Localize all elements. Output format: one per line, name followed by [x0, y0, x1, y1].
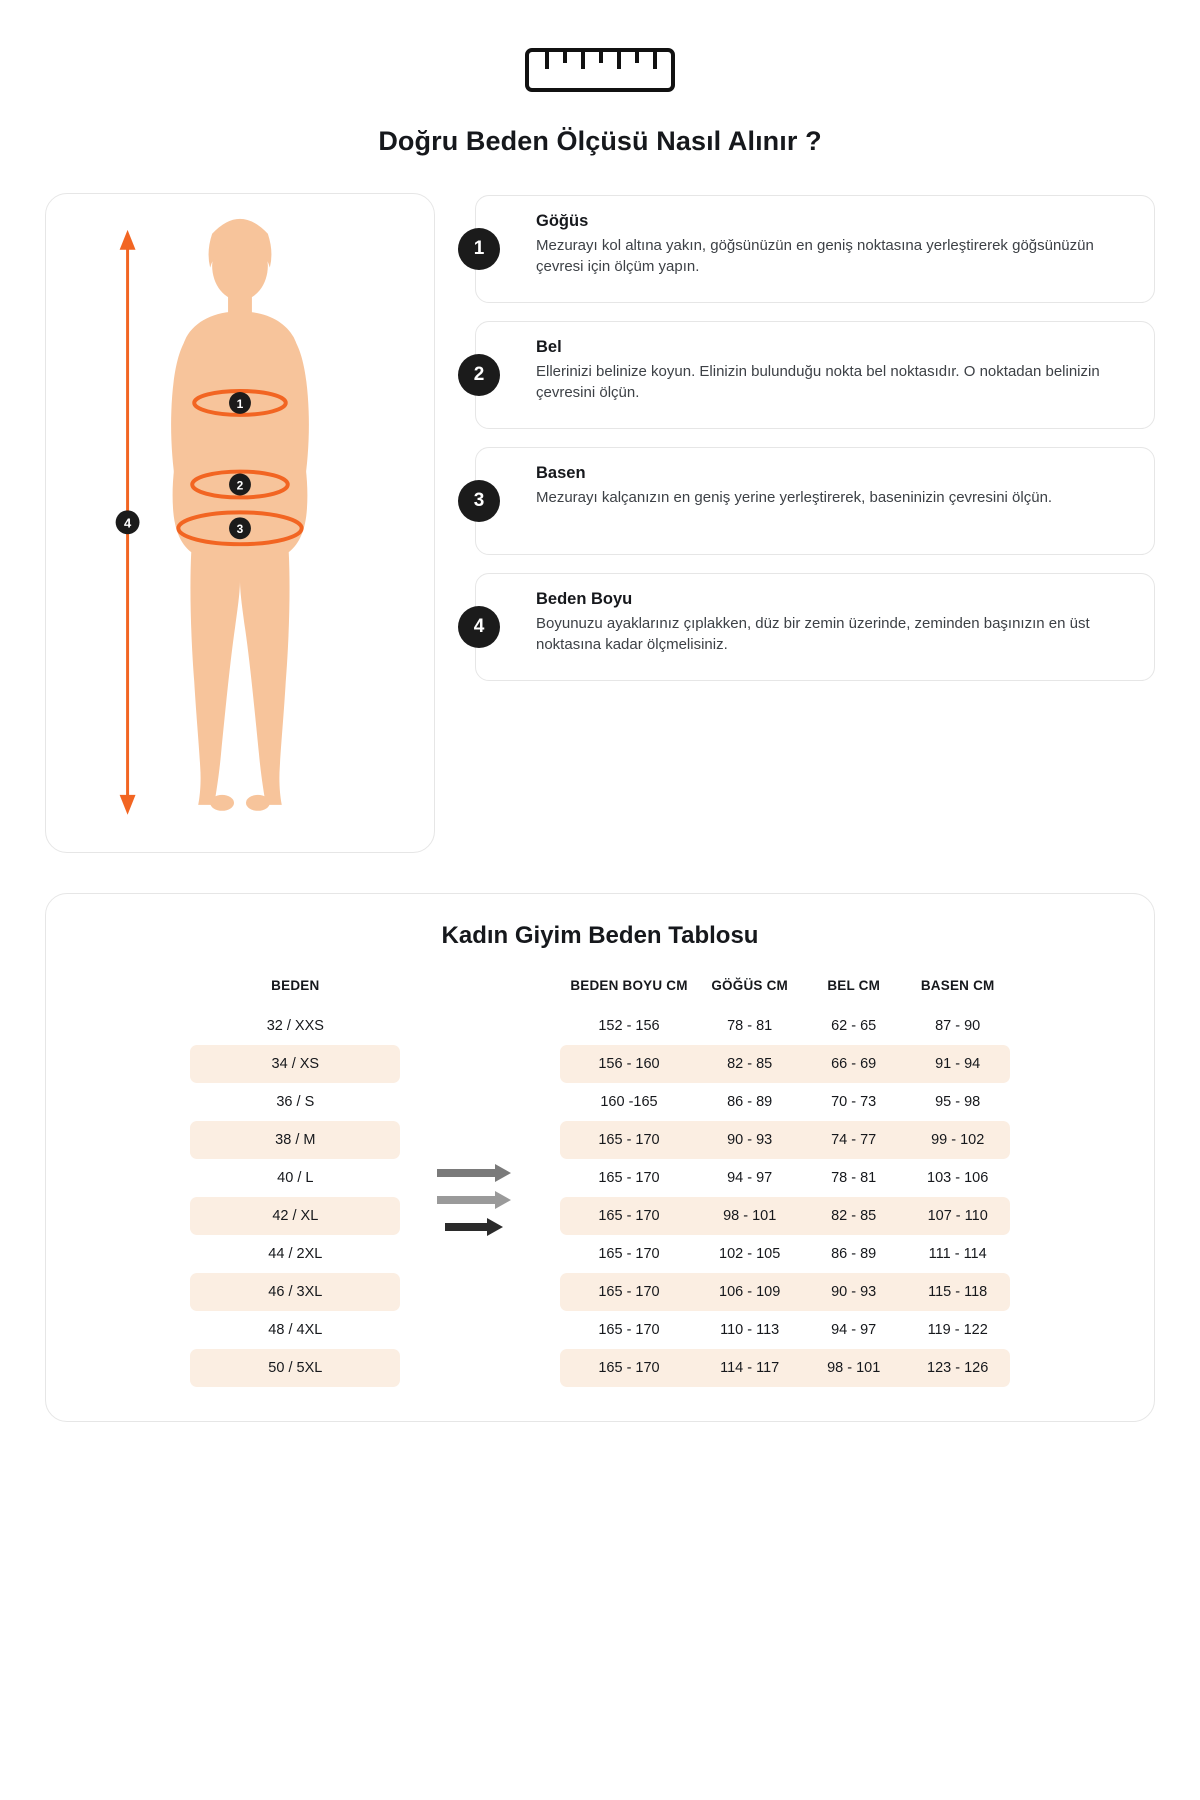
size-cell: 40 / L	[277, 1170, 314, 1186]
table-row	[190, 1083, 400, 1121]
cell-waist: 78 - 81	[831, 1170, 877, 1186]
size-cell: 46 / 3XL	[190, 1273, 400, 1311]
ruler-icon	[525, 48, 675, 92]
column-header-beden: BEDEN	[271, 978, 320, 993]
table-row	[190, 1273, 400, 1311]
size-tables	[76, 972, 1124, 1387]
column-header-beden-boyu: BEDEN BOYU CM	[570, 978, 688, 993]
steps-list	[475, 193, 1155, 853]
cell-height: 160 -165	[600, 1094, 658, 1110]
column-header-bel: BEL CM	[827, 978, 881, 993]
measurements-body	[560, 1007, 1009, 1387]
cell-hip: 119 - 122	[927, 1322, 988, 1338]
size-label-body	[190, 1007, 400, 1387]
table-row	[190, 1159, 400, 1197]
cell-waist: 66 - 69	[802, 1045, 906, 1083]
cell-hip: 103 - 106	[927, 1170, 989, 1186]
cell-height: 165 - 170	[598, 1246, 660, 1262]
step-title: Bel	[536, 338, 562, 356]
step-text: Mezurayı kol altına yakın, göğsünüzün en geniş noktasına yerleştirerek göğsünüzün çevresi için ölçüm yapın.	[536, 237, 1094, 276]
marker-2-label: 2	[236, 478, 244, 493]
step-text: Boyunuzu ayaklarınız çıplakken, düz bir zemin üzerinde, zeminden başınızın en üst noktasına kadar ölçmelisiniz.	[536, 615, 1090, 654]
table-row	[190, 1007, 400, 1045]
measurements-table	[560, 972, 1009, 1387]
cell-waist: 86 - 89	[831, 1246, 877, 1262]
step-title: Göğüs	[536, 212, 589, 230]
body-figure-card	[45, 193, 435, 853]
cell-height: 165 - 170	[560, 1273, 697, 1311]
cell-hip: 87 - 90	[935, 1018, 981, 1034]
cell-hip: 115 - 118	[906, 1273, 1010, 1311]
table-row	[190, 1197, 400, 1235]
step-badge: 3	[458, 480, 500, 522]
size-cell: 36 / S	[276, 1094, 315, 1110]
step-item-waist	[475, 321, 1155, 429]
step-title: Basen	[536, 464, 586, 482]
cell-hip: 91 - 94	[906, 1045, 1010, 1083]
table-row	[560, 1083, 1009, 1121]
marker-3-label: 3	[236, 522, 244, 537]
cell-bust: 98 - 101	[698, 1197, 802, 1235]
cell-waist: 90 - 93	[802, 1273, 906, 1311]
cell-bust: 94 - 97	[727, 1170, 773, 1186]
table-row	[560, 1197, 1009, 1235]
size-cell: 34 / XS	[190, 1045, 400, 1083]
step-text: Ellerinizi belinize koyun. Elinizin bulunduğu nokta bel noktasıdır. O noktadan belinizin çevresini ölçün.	[536, 363, 1100, 402]
step-item-hip	[475, 447, 1155, 555]
cell-hip: 99 - 102	[906, 1121, 1010, 1159]
size-label-table	[190, 972, 400, 1387]
cell-hip: 111 - 114	[928, 1246, 987, 1262]
table-row	[190, 1121, 400, 1159]
table-row	[190, 1311, 400, 1349]
cell-bust: 114 - 117	[698, 1349, 802, 1387]
size-cell: 44 / 2XL	[268, 1246, 323, 1262]
cell-waist: 98 - 101	[802, 1349, 906, 1387]
cell-waist: 62 - 65	[831, 1018, 877, 1034]
cell-height: 165 - 170	[560, 1349, 697, 1387]
step-item-bust	[475, 195, 1155, 303]
cell-bust: 90 - 93	[698, 1121, 802, 1159]
arrow-right-icon	[445, 1218, 515, 1236]
size-cell: 48 / 4XL	[268, 1322, 323, 1338]
size-cell: 38 / M	[190, 1121, 400, 1159]
cell-bust: 106 - 109	[698, 1273, 802, 1311]
step-item-height	[475, 573, 1155, 681]
table-row	[560, 1121, 1009, 1159]
table-row	[560, 1235, 1009, 1273]
table-row	[560, 1007, 1009, 1045]
cell-height: 152 - 156	[598, 1018, 660, 1034]
marker-4-label: 4	[123, 515, 132, 531]
cell-bust: 86 - 89	[727, 1094, 773, 1110]
cell-bust: 110 - 113	[720, 1322, 780, 1338]
table-row	[560, 1045, 1009, 1083]
arrow-right-icon	[437, 1164, 523, 1182]
cell-bust: 78 - 81	[727, 1018, 773, 1034]
size-table-title: Kadın Giyim Beden Tablosu	[441, 922, 759, 949]
page-title: Doğru Beden Ölçüsü Nasıl Alınır ?	[378, 126, 822, 156]
cell-hip: 107 - 110	[906, 1197, 1010, 1235]
column-header-gogus: GÖĞÜS CM	[711, 978, 788, 993]
column-header-basen: BASEN CM	[920, 978, 995, 993]
cell-height: 165 - 170	[560, 1197, 697, 1235]
cell-waist: 82 - 85	[802, 1197, 906, 1235]
cell-hip: 123 - 126	[906, 1349, 1010, 1387]
table-row	[190, 1235, 400, 1273]
table-row	[560, 1273, 1009, 1311]
cell-waist: 74 - 77	[802, 1121, 906, 1159]
table-row	[190, 1349, 400, 1387]
table-row	[560, 1349, 1009, 1387]
step-badge: 2	[458, 354, 500, 396]
cell-height: 156 - 160	[560, 1045, 697, 1083]
table-row	[560, 1159, 1009, 1197]
size-cell: 50 / 5XL	[190, 1349, 400, 1387]
table-row	[560, 1311, 1009, 1349]
measurement-guide-section	[0, 157, 1200, 853]
female-body-illustration	[46, 194, 434, 851]
step-title: Beden Boyu	[536, 590, 633, 608]
arrow-right-icon	[437, 1191, 523, 1209]
cell-hip: 95 - 98	[935, 1094, 981, 1110]
cell-height: 165 - 170	[598, 1170, 660, 1186]
size-cell: 32 / XXS	[266, 1018, 324, 1034]
cell-height: 165 - 170	[560, 1121, 697, 1159]
ruler-icon-wrap	[0, 0, 1200, 92]
cell-waist: 94 - 97	[831, 1322, 877, 1338]
cell-bust: 82 - 85	[698, 1045, 802, 1083]
size-table-card	[45, 893, 1155, 1422]
step-badge: 4	[458, 606, 500, 648]
table-row	[190, 1045, 400, 1083]
size-cell: 42 / XL	[190, 1197, 400, 1235]
step-text: Mezurayı kalçanızın en geniş yerine yerleştirerek, baseninizin çevresini ölçün.	[536, 489, 1053, 506]
cell-waist: 70 - 73	[831, 1094, 877, 1110]
arrows-group	[400, 1164, 560, 1236]
cell-height: 165 - 170	[598, 1322, 660, 1338]
marker-1-label: 1	[236, 396, 244, 411]
cell-bust: 102 - 105	[719, 1246, 781, 1262]
step-badge: 1	[458, 228, 500, 270]
